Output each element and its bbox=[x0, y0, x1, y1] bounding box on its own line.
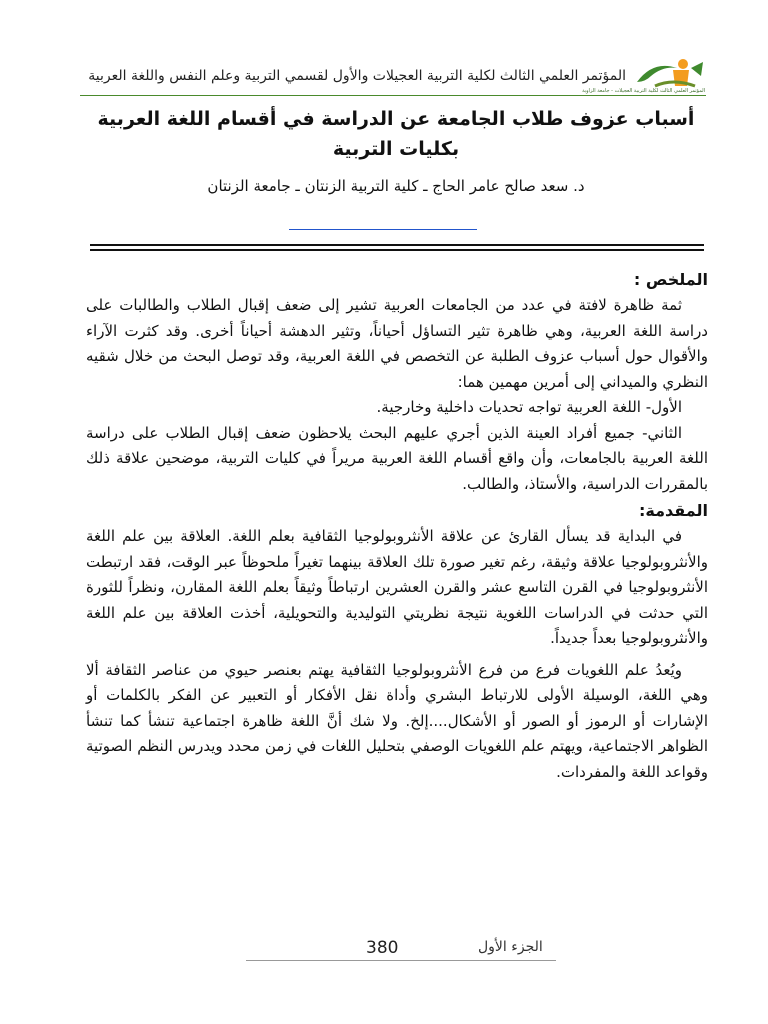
abstract-point-first: الأول- اللغة العربية تواجه تحديات داخلية وخارجية. bbox=[376, 398, 682, 416]
abstract-paragraph: ثمة ظاهرة لافتة في عدد من الجامعات العربية تشير إلى ضعف إقبال الطلاب والطالبات على دراسة اللغة العربية، وهي ظاهرة تثير التساؤل أحياناً، وتثير الدهشة أحياناً أخرى. وقد كثرت الآراء والأقوال حول أسباب عزوف الطلبة عن التخصص في اللغة العربية، وقد توصل البحث من خلال شقيه النظري والميداني إلى أمرين مهمين هما: bbox=[86, 296, 708, 391]
author-line: د. سعد صالح عامر الحاج ـ كلية التربية الزنتان ـ جامعة الزنتان bbox=[207, 177, 585, 195]
author-email-link-underline[interactable] bbox=[289, 229, 477, 230]
part-label: الجزء الأول bbox=[478, 939, 543, 955]
title-divider bbox=[90, 244, 704, 246]
page-number: 380 bbox=[366, 938, 399, 958]
paper-title: أسباب عزوف طلاب الجامعة عن الدراسة في أقسام اللغة العربية بكليات التربية bbox=[97, 108, 695, 160]
abstract-heading: الملخص : bbox=[633, 270, 708, 289]
footer-divider bbox=[246, 960, 556, 961]
introduction-paragraph-1: في البداية قد يسأل القارئ عن علاقة الأنثروبولوجيا الثقافية بعلم اللغة. العلاقة بين علم اللغة والأنثروبولوجيا علاقة وثيقة، رغم تغير صورة تلك العلاقة بينهما تغيراً ملحوظاً عبر الوقت، فقد ارتبطت الأنثروبولوجيا في القرن التاسع عشر والقرن العشرين ارتباطاً وثيقاً بعلم اللغة المقارن، ونظراً للثورة التي حدثت في الدراسات اللغوية نتيجة نظريتي التوليدية والتحويلية، أخذت العلاقة بين علم اللغة والأنثروبولوجيا بعداً جديداً. bbox=[86, 527, 708, 647]
paper-body bbox=[86, 266, 708, 785]
header-divider bbox=[80, 95, 706, 96]
title-divider-second bbox=[90, 249, 704, 251]
introduction-heading: المقدمة: bbox=[639, 501, 708, 520]
introduction-paragraph-2: ويُعدُ علم اللغويات فرع من فرع الأنثروبولوجيا الثقافية يهتم بعنصر حيوي من عناصر الثقافة ألا وهي اللغة، الوسيلة الأولى للارتباط البشري وأداة نقل الأفكار أو التعبير عن الفكر بالكلمات أو الإشارات أو الرموز أو الصور أو الأشكال....إلخ. ولا شك أنَّ اللغة ظاهرة اجتماعية تنشأ كما تنشأ الظواهر الاجتماعية، ويهتم علم اللغويات الوصفي بتحليل اللغات في زمن محدد ويدرس النظم الصوتية وقواعد اللغة والمفردات. bbox=[86, 660, 708, 781]
logo-caption: المؤتمر العلمي الثالث لكلية التربية العجيلات - جامعة الزاوية bbox=[582, 88, 705, 94]
abstract-point-second: الثاني- جميع أفراد العينة الذين أجري عليهم البحث يلاحظون ضعف إقبال الطلاب على دراسة اللغة العربية بالجامعات، وأن واقع أقسام اللغة العربية مريراً في كليات التربية، موضحين علاقة ذلك بالمقررات الدراسية، والأستاذ، والطالب. bbox=[86, 423, 708, 493]
conference-header: المؤتمر العلمي الثالث لكلية التربية العجيلات والأول لقسمي التربية وعلم النفس واللغة العربية bbox=[88, 68, 626, 84]
